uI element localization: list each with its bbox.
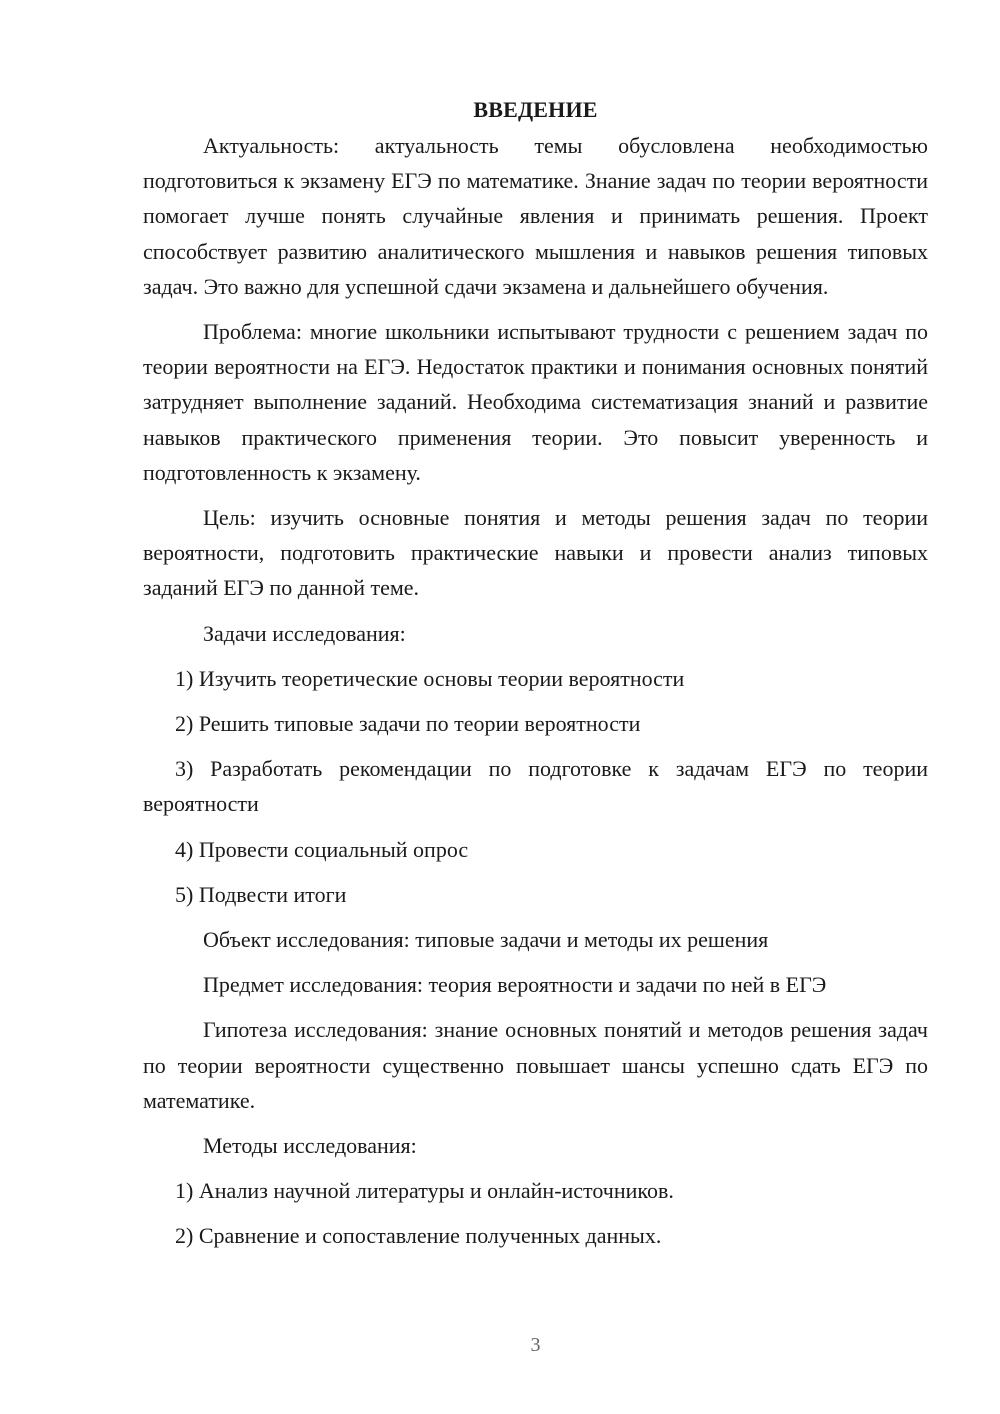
goal-paragraph: Цель: изучить основные понятия и методы решения задач по теории вероятности, подготовить практические навыки и провести анализ типовых заданий ЕГЭ по данной теме.	[143, 505, 928, 601]
document-title: ВВЕДЕНИЕ	[473, 97, 598, 122]
task-item: 2) Решить типовые задачи по теории вероятности	[175, 711, 641, 737]
task-item: 4) Провести социальный опрос	[175, 836, 469, 862]
hypothesis-paragraph: Гипотеза исследования: знание основных понятий и методов решения задач по теории вероятности существенно повышает шансы успешно сдать ЕГЭ по математике.	[143, 1017, 928, 1113]
document-page	[143, 94, 928, 1264]
problem-paragraph: Проблема: многие школьники испытывают трудности с решением задач по теории вероятности на ЕГЭ. Недостаток практики и понимания основных понятий затрудняет выполнение заданий. Необходима систематизация знаний и развитие навыков практического применения теории. Это повысит уверенность и подготовленность к экзамену.	[143, 319, 928, 485]
method-item: 2) Сравнение и сопоставление полученных данных.	[175, 1223, 662, 1249]
subject-line: Предмет исследования: теория вероятности и задачи по ней в ЕГЭ	[203, 972, 827, 998]
method-item: 1) Анализ научной литературы и онлайн-источников.	[175, 1178, 674, 1204]
task-item: 5) Подвести итоги	[175, 881, 347, 907]
tasks-heading: Задачи исследования:	[203, 620, 406, 646]
relevance-paragraph: Актуальность: актуальность темы обусловлена необходимостью подготовиться к экзамену ЕГЭ по математике. Знание задач по теории вероятности помогает лучше понять случайные явления и принимать решения. Проект способствует развитию аналитического мышления и навыков решения типовых задач. Это важно для успешной сдачи экзамена и дальнейшего обучения.	[143, 133, 928, 299]
task-item: 3) Разработать рекомендации по подготовке к задачам ЕГЭ по теории вероятности	[143, 756, 928, 817]
methods-heading: Методы исследования:	[203, 1133, 417, 1159]
object-line: Объект исследования: типовые задачи и методы их решения	[203, 927, 769, 953]
page-number: 3	[530, 1334, 541, 1356]
task-item: 1) Изучить теоретические основы теории вероятности	[175, 665, 685, 691]
